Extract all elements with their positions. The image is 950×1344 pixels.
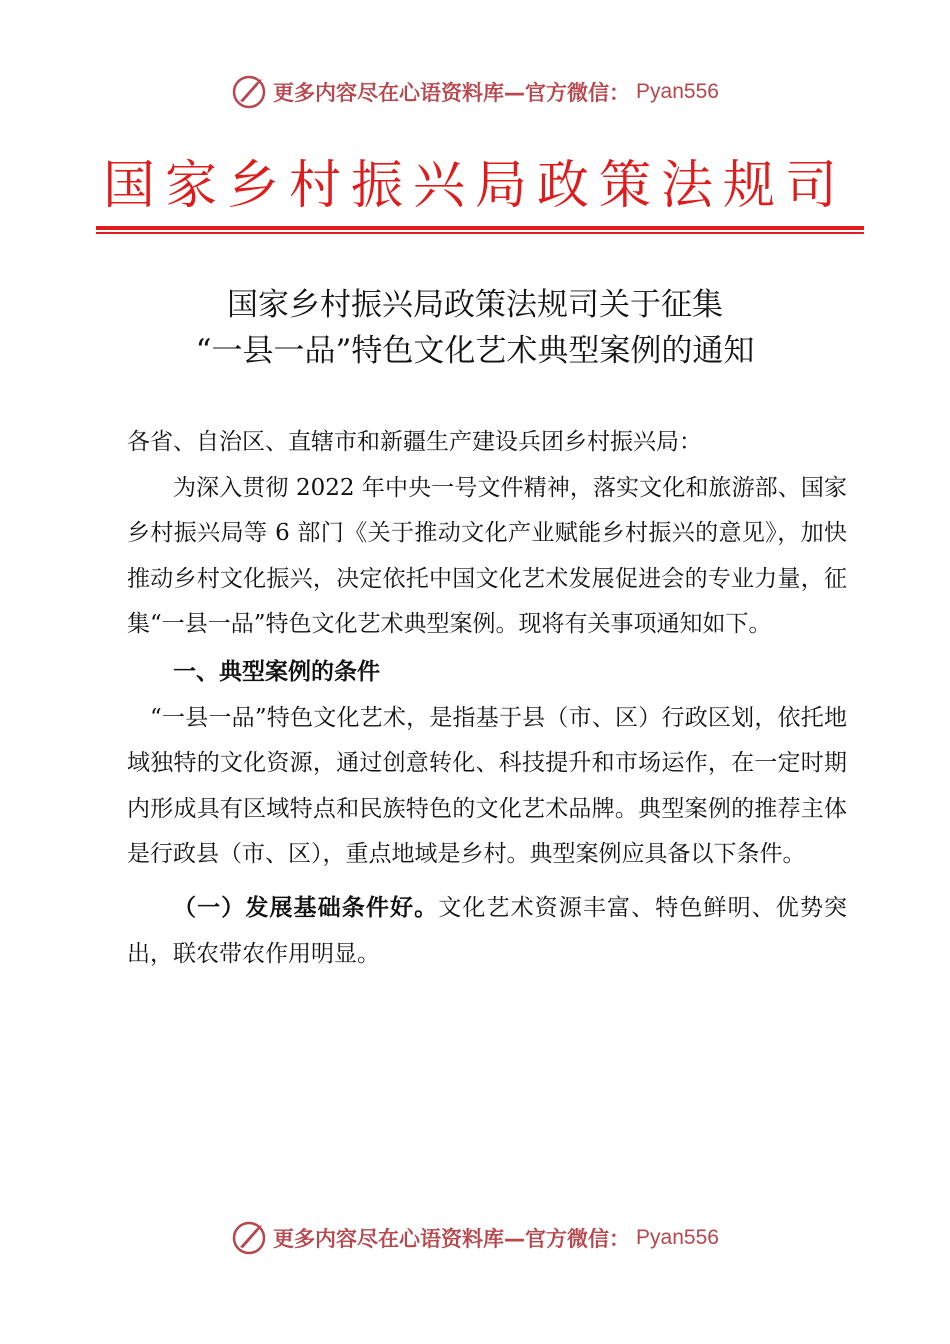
watermark-wechat-id: Pyan556 — [636, 80, 719, 103]
document-body — [127, 420, 847, 977]
quill-logo-icon — [231, 1220, 267, 1256]
paragraph-intro: 为深入贯彻 2022 年中央一号文件精神，落实文化和旅游部、国家乡村振兴局等 6 部门《关于推动文化产业赋能乡村振兴的意见》，加快推动乡村文化振兴，决定依托中国文化艺术发展促进会的专业力量，征集“一县一品”特色文化艺术典型案例。现将有关事项通知如下。 — [127, 474, 847, 638]
section-heading-1: 一、典型案例的条件 — [173, 658, 380, 685]
document-title — [0, 282, 950, 374]
salutation: 各省、自治区、直辖市和新疆生产建设兵团乡村振兴局： — [127, 429, 702, 455]
item-1-lead: （一）发展基础条件好。 — [173, 894, 439, 921]
header-rule-thick — [96, 226, 864, 230]
paragraph-definition: “一县一品”特色文化艺术，是指基于县（市、区）行政区划，依托地域独特的文化资源，通过创意转化、科技提升和市场运作，在一定时期内形成具有区域特点和民族特色的文化艺术品牌。典型案例的推荐主体是行政县（市、区），重点地域是乡村。典型案例应具备以下条件。 — [127, 704, 847, 868]
watermark-top — [0, 72, 950, 112]
watermark-bottom — [0, 1218, 950, 1258]
paragraph-spacer — [127, 878, 847, 886]
agency-header: 国家乡村振兴局政策法规司 — [102, 156, 847, 216]
item-1 — [127, 886, 847, 977]
watermark-text: 更多内容尽在心语资料库—官方微信： — [273, 1227, 631, 1251]
watermark-text: 更多内容尽在心语资料库—官方微信： — [273, 81, 631, 105]
watermark-wechat-id: Pyan556 — [636, 1226, 719, 1249]
quill-logo-icon — [231, 74, 267, 110]
title-line-1: 国家乡村振兴局政策法规司关于征集 — [227, 287, 723, 323]
title-line-2: “一县一品”特色文化艺术典型案例的通知 — [195, 333, 755, 369]
item-1-text: 文化艺术资源丰富、特色鲜明、优势突出，联农带农作用明显。 — [127, 894, 848, 967]
header-rule-thin — [96, 232, 864, 234]
